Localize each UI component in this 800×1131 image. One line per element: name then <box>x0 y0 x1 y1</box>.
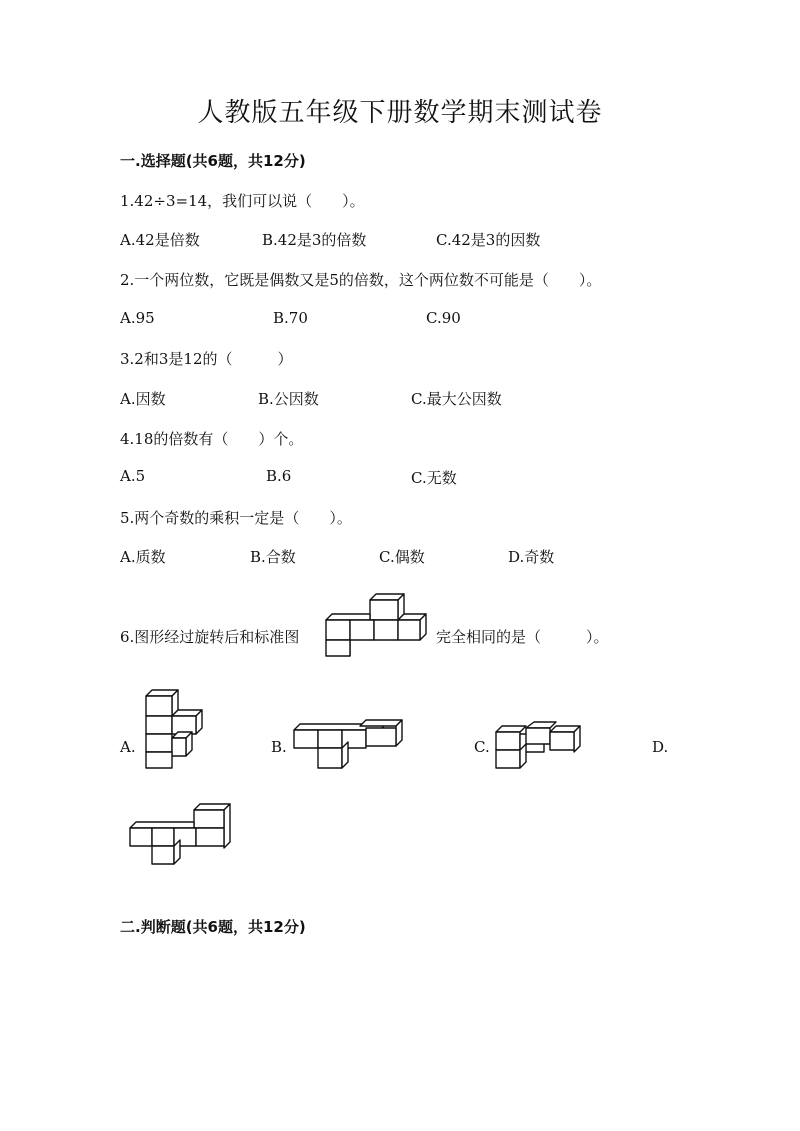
q6-option-a[interactable]: A. <box>120 738 136 756</box>
q2-option-a[interactable]: A.95 <box>120 309 155 327</box>
q1-option-b[interactable]: B.42是3的倍数 <box>262 231 367 249</box>
page-title: 人教版五年级下册数学期末测试卷 <box>197 98 603 128</box>
q6-option-c[interactable]: C. <box>474 738 490 756</box>
question-5: 5.两个奇数的乘积一定是（ ）。 <box>120 509 352 527</box>
q4-option-c[interactable]: C.无数 <box>411 469 457 487</box>
question-6-stem-start: 6.图形经过旋转后和标准图 <box>120 628 300 646</box>
q3-option-c[interactable]: C.最大公因数 <box>411 390 502 408</box>
q6-option-d-figure <box>126 800 234 866</box>
q3-option-b[interactable]: B.公因数 <box>258 390 319 408</box>
q5-option-c[interactable]: C.偶数 <box>379 548 425 566</box>
question-4: 4.18的倍数有（ ）个。 <box>120 430 304 448</box>
q4-option-b[interactable]: B.6 <box>266 467 292 485</box>
q2-option-c[interactable]: C.90 <box>426 309 461 327</box>
section-heading-choice: 一.选择题(共6题，共12分) <box>120 152 306 170</box>
question-2: 2.一个两位数，它既是偶数又是5的倍数，这个两位数不可能是（ ）。 <box>120 271 602 289</box>
section-heading-judgement: 二.判断题(共6题，共12分) <box>120 918 306 936</box>
question-3: 3.2和3是12的（ ） <box>120 350 293 368</box>
q1-option-a[interactable]: A.42是倍数 <box>120 231 200 249</box>
q5-option-d[interactable]: D.奇数 <box>508 548 555 566</box>
q6-option-a-figure <box>140 686 206 770</box>
question-1: 1.42÷3=14，我们可以说（ ）。 <box>120 192 365 210</box>
q6-option-b[interactable]: B. <box>271 738 287 756</box>
q1-option-c[interactable]: C.42是3的因数 <box>436 231 541 249</box>
question-6-stem-end: 完全相同的是（ ）。 <box>436 628 609 646</box>
q2-option-b[interactable]: B.70 <box>273 309 308 327</box>
q4-option-a[interactable]: A.5 <box>120 467 146 485</box>
q6-option-c-figure <box>492 720 586 772</box>
q5-option-a[interactable]: A.质数 <box>120 548 166 566</box>
q5-option-b[interactable]: B.合数 <box>250 548 296 566</box>
q6-option-d[interactable]: D. <box>652 738 669 756</box>
q6-option-b-figure <box>290 716 408 772</box>
standard-cube-figure <box>320 590 430 656</box>
q3-option-a[interactable]: A.因数 <box>120 390 166 408</box>
